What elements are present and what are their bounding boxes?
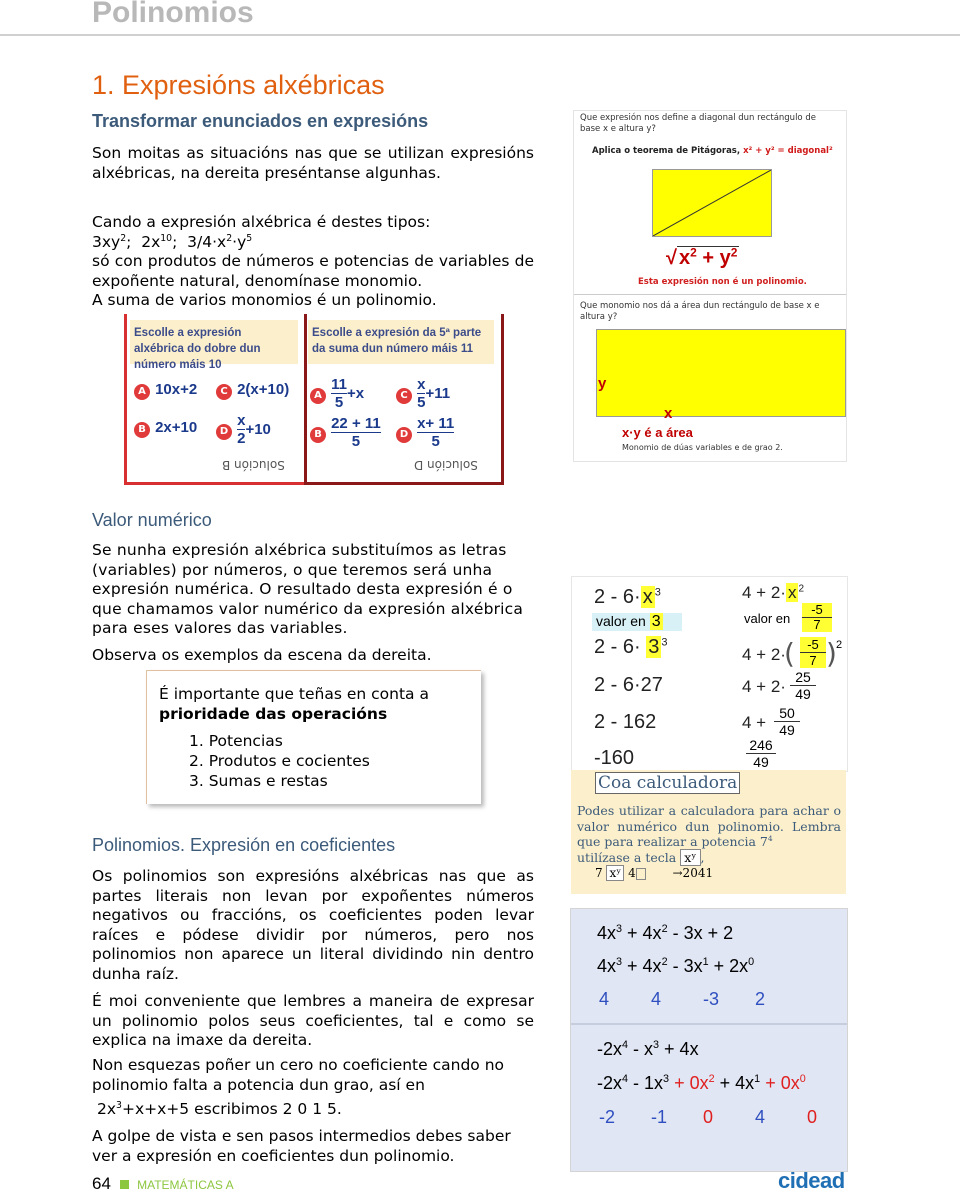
poly2-coef-5: 0 xyxy=(807,1107,818,1127)
coeficientes-paragraph: É moi conveniente que lembres a maneira de expresar un polinomio polos seus coeficientes, tal e como se explica na imaxe da dereita. xyxy=(92,992,534,1049)
right-expression: 4 + 2· x $^2$ xyxy=(742,583,805,602)
header-title: Polinomios xyxy=(92,0,254,29)
diagonal-rectangle xyxy=(652,169,772,237)
order-potencias: 1. Potencias xyxy=(189,732,283,750)
not-polynomial-note: Esta expresión non é un polinomio. xyxy=(638,277,807,287)
option-a[interactable] xyxy=(134,379,197,400)
importance-box xyxy=(146,670,481,804)
valor-numerico-paragraph: Se nunha expresión alxébrica substituímos as letras (variables) por números, o que teremos será unha expresión numérica. O resultado desta expresión é o que chamamos valor numérico da expresión alxébrica para eses valores das variables. xyxy=(92,541,524,637)
solution-right: Solución D xyxy=(414,458,478,472)
observa-line: Observa os exemplos da escena da dereita. xyxy=(92,646,432,664)
option-b[interactable] xyxy=(134,417,197,438)
pythagoras-hint: Aplica o teorema de Pitágoras, x² + y² = diagonal² xyxy=(592,146,833,156)
option-a-letter: A xyxy=(134,384,150,400)
example-line: $2x^3+x+x+5$ escribimos 2 0 1 5. xyxy=(97,1099,342,1118)
power-key: xʸ xyxy=(680,849,700,866)
left-valor-en: valor en 3 xyxy=(592,613,682,631)
monomial-examples: $3xy^2$; $2x^{10}$; $3/4\cdot x^2\cdot y^5$ xyxy=(92,232,253,251)
poly2-coef-2: -1 xyxy=(651,1107,668,1127)
area-question: Que monomio nos dá a área dun rectángulo de base x e altura y? xyxy=(580,301,820,322)
monomio-paragraph xyxy=(92,213,534,311)
types-line: Cando a expresión alxébrica é destes tipos: xyxy=(92,213,431,231)
importance-text: É importante que teñas en conta a xyxy=(159,685,429,703)
poly2-coef-1: -2 xyxy=(599,1107,616,1127)
option-right-a[interactable]: A $\frac{11}{5}$ +x xyxy=(310,376,364,411)
right-value-fraction: -5 7 xyxy=(802,603,832,632)
pythagoras-image xyxy=(573,110,847,462)
quiz-question-1: Escolle a expresión alxébrica do dobre dun número máis 10 xyxy=(134,327,261,371)
sqrt-expression: √ $x^2 + y^2$ xyxy=(666,245,738,269)
right-step-3-frac: 25 49 xyxy=(790,669,816,702)
option-right-c[interactable]: C $\frac{x}{5}$ +11 xyxy=(396,376,450,411)
option-d-frac: $\frac{x}{2}$ xyxy=(237,412,246,447)
coefficients-image xyxy=(570,908,848,1172)
label-y: y xyxy=(598,375,607,392)
subheading-enunciados: Transformar enunciados en expresións xyxy=(92,111,429,131)
option-right-a-letter: A xyxy=(310,388,326,404)
option-right-c-letter: C xyxy=(396,388,412,404)
poly1-coef-4: 2 xyxy=(755,989,766,1009)
sequence-key: xʸ xyxy=(606,865,624,881)
poly2-coef-4: 4 xyxy=(755,1107,766,1127)
footer-square-icon xyxy=(120,1180,129,1189)
option-b-expr: 2x+10 xyxy=(155,419,198,436)
option-d[interactable]: D $\frac{x}{2}$ +10 xyxy=(216,412,271,447)
footer-subject: MATEMÁTICAS A xyxy=(137,1178,234,1192)
left-step-4: 2 - 162 xyxy=(594,711,657,733)
importance-bold: prioridade das operacións xyxy=(159,705,388,723)
header-rule xyxy=(0,34,960,36)
right-sub-fraction: -5 7 xyxy=(800,637,826,668)
golpe-paragraph: A golpe de vista e sen pasos intermedios debes saber ver a expresión en coeficientes dun polinomio. xyxy=(92,1127,511,1165)
calculator-note xyxy=(571,770,846,894)
calculator-text: Podes utilizar a calculadora para achar o valor numérico dun polinomio. Lembra que para realizar a potencia $7^4$ utilízase a tecla xʸ , xyxy=(577,803,841,865)
diagonal-line xyxy=(653,170,771,236)
option-b-letter: B xyxy=(134,422,150,438)
left-substituted: 2 - 6· 3 $^3$ xyxy=(594,636,668,658)
option-a-expr: 10x+2 xyxy=(155,381,198,398)
subheading-coeficientes: Polinomios. Expresión en coeficientes xyxy=(92,835,396,855)
subheading-valor-numerico: Valor numérico xyxy=(92,510,212,530)
poly2-coef-3: 0 xyxy=(703,1107,714,1127)
poly1: $4x^3 + 4x^2 - 3x + 2$ xyxy=(597,923,734,943)
poly2-expanded: $-2x^4 - 1x^3 + 0x^2 + 4x^1 + 0x^0$ xyxy=(597,1073,806,1093)
option-right-d-letter: D xyxy=(396,427,412,443)
order-produtos: 2. Produtos e cocientes xyxy=(189,752,370,770)
polinomios-paragraph: Os polinomios son expresións alxébricas nas que as partes literais non levan por expoñentes números negativos ou fraccións, os coeficientes poden levar raíces e pódese dividir por números, pero nos polinomios non aparece un literal dividindo nin dentro dunha raíz. xyxy=(92,867,534,983)
diagonal-question: Que expresión nos define a diagonal dun rectángulo de base x e altura y? xyxy=(580,113,816,134)
calculator-sequence: 7 xʸ 4 →2041 xyxy=(595,866,714,880)
poly1-coef-3: -3 xyxy=(703,989,720,1009)
poly1-expanded: $4x^3 + 4x^2 - 3x^1 + 2x^0$ xyxy=(597,956,755,976)
page-number: 64 xyxy=(92,1174,111,1193)
label-x: x xyxy=(664,405,673,422)
left-expression: 2 - 6· x $^3$ xyxy=(594,586,661,608)
area-note: Monomio de dúas variables e de grao 2. xyxy=(622,443,783,452)
poly2: $-2x^4 - x^3 + 4x$ xyxy=(597,1039,699,1059)
option-c-expr: 2(x+10) xyxy=(237,381,290,398)
polinomio-definition: A suma de varios monomios é un polinomio. xyxy=(92,291,437,309)
area-label: x·y é a área xyxy=(622,425,693,440)
order-sumas: 3. Sumas e restas xyxy=(189,772,328,790)
cidead-logo: cidead xyxy=(778,1168,845,1193)
intro-paragraph: Son moitas as situacións nas que se utilizan expresións alxébricas, na dereita preséntanse algunhas. xyxy=(92,144,534,182)
right-step-4-frac: 50 49 xyxy=(774,705,800,738)
right-paren-close: ) xyxy=(826,637,837,670)
right-paren-exp: 2 xyxy=(836,639,843,651)
right-step-4: 4 + xyxy=(742,713,767,732)
poly1-coef-2: 4 xyxy=(651,989,662,1009)
zero-coefficient-paragraph: Non esquezas poñer un cero no coeficiente cando no polinomio falta a potencia dun grao, así en xyxy=(92,1056,504,1094)
option-c-letter: C xyxy=(216,384,232,400)
right-paren: ( xyxy=(784,637,795,670)
right-step-3: 4 + 2· xyxy=(742,677,786,696)
quiz-question-2: Escolle a expresión da 5ª parte da suma dun número máis 11 xyxy=(312,327,482,355)
divider xyxy=(574,294,846,295)
section-title: 1. Expresións alxébricas xyxy=(92,70,385,100)
right-valor-en: valor en xyxy=(744,611,791,626)
option-d-letter: D xyxy=(216,424,232,440)
right-substituted: 4 + 2· xyxy=(742,645,786,664)
quiz-image xyxy=(124,314,502,486)
area-rectangle xyxy=(596,329,846,417)
solution-left: Solución B xyxy=(222,458,285,472)
option-c[interactable] xyxy=(216,379,289,400)
option-right-b-letter: B xyxy=(310,427,326,443)
calculator-title: Coa calculadora xyxy=(595,772,740,794)
left-result: -160 xyxy=(594,747,635,769)
option-right-d[interactable]: D $\frac{x+ 11}{5}$ xyxy=(396,415,454,450)
monomio-definition: só con produtos de números e potencias de variables de expoñente natural, denomínase monomio. xyxy=(92,252,534,290)
right-result-frac: 246 49 xyxy=(746,737,776,770)
footer xyxy=(92,1174,234,1194)
poly1-coef-1: 4 xyxy=(599,989,610,1009)
coef-divider xyxy=(571,1023,847,1025)
numeric-value-image xyxy=(571,576,848,772)
option-right-b[interactable]: B $\frac{22 + 11}{5}$ xyxy=(310,415,381,450)
left-step-3: 2 - 6·27 xyxy=(594,674,663,696)
